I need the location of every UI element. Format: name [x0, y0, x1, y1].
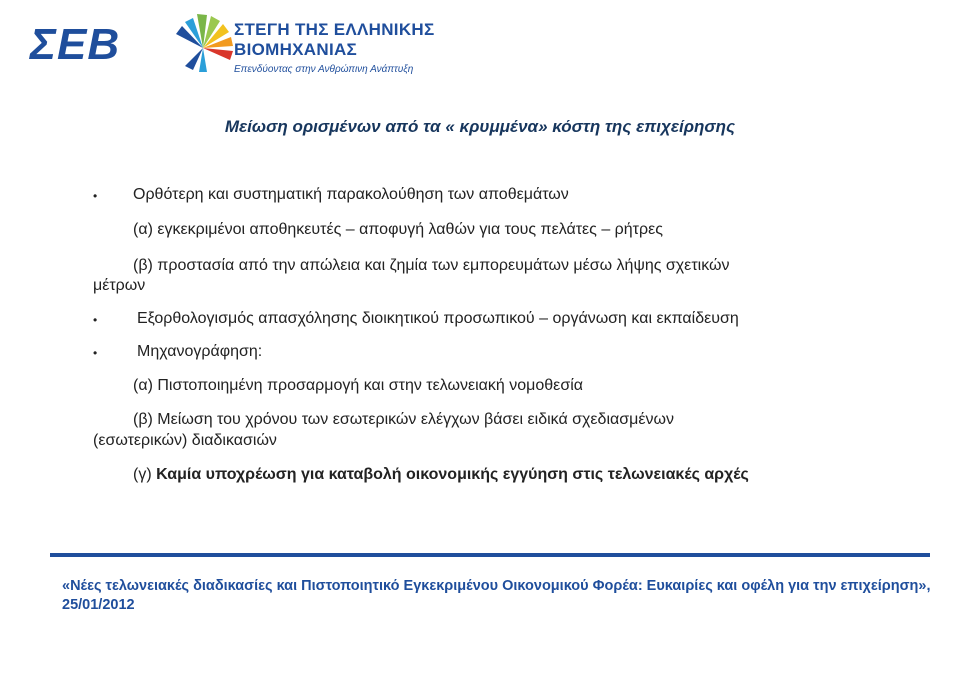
bullet-2-marker: •	[93, 313, 98, 327]
bullet-3-marker: •	[93, 346, 98, 360]
bullet-3-sub-b-line1: (β) Μείωση του χρόνου των εσωτερικών ελέγχων βάσει ειδικά σχεδιασμένων	[133, 411, 674, 428]
slide-title: Μείωση ορισμένων από τα « κρυμμένα» κόστη της επιχείρησης	[224, 117, 736, 136]
bullet-3-sub-c-prefix: (γ)	[133, 466, 157, 483]
logo-tagline: Επενδύοντας στην Ανθρώπινη Ανάπτυξη	[234, 64, 414, 75]
bullet-3-sub-c-bold: Καμία υποχρέωση για καταβολή οικονομικής εγγύηση στις τελωνειακές αρχές	[156, 466, 749, 483]
bullet-1: Ορθότερη και συστηματική παρακολούθηση των αποθεμάτων	[133, 186, 569, 203]
logo-burst-icon	[172, 8, 234, 74]
footer-text: «Νέες τελωνειακές διαδικασίες και Πιστοποιητικό Εγκεκριμένου Οικονομικού Φορέα: Ευκαιρίες και οφέλη για την επιχείρηση», 25/01/2012	[62, 578, 931, 613]
logo-line1: ΣΤΕΓΗ ΤΗΣ ΕΛΛΗΝΙΚΗΣ	[234, 20, 435, 39]
bullet-3-sub-b-line2: (εσωτερικών) διαδικασιών	[93, 432, 277, 449]
bullet-1-sub-b-line1: (β) προστασία από την απώλεια και ζημία των εμπορευμάτων μέσω λήψης σχετικών	[133, 257, 730, 274]
logo-line2: ΒΙΟΜΗΧΑΝΙΑΣ	[234, 40, 358, 59]
footer-divider	[50, 553, 930, 557]
bullet-3-sub-c	[133, 466, 749, 484]
bullet-3: Μηχανογράφηση:	[137, 343, 263, 360]
bullet-1-sub-a: (α) εγκεκριμένοι αποθηκευτές – αποφυγή λαθών για τους πελάτες – ρήτρες	[133, 221, 663, 238]
bullet-3-sub-a: (α) Πιστοποιημένη προσαρμογή και στην τελωνειακή νομοθεσία	[133, 377, 583, 394]
bullet-2: Εξορθολογισμός απασχόλησης διοικητικού προσωπικού – οργάνωση και εκπαίδευση	[137, 310, 739, 327]
seb-logo	[30, 8, 435, 80]
logo-mark: ΣΕΒ	[30, 20, 121, 69]
bullet-1-sub-b-line2: μέτρων	[93, 277, 146, 294]
bullet-1-marker: •	[93, 189, 98, 203]
